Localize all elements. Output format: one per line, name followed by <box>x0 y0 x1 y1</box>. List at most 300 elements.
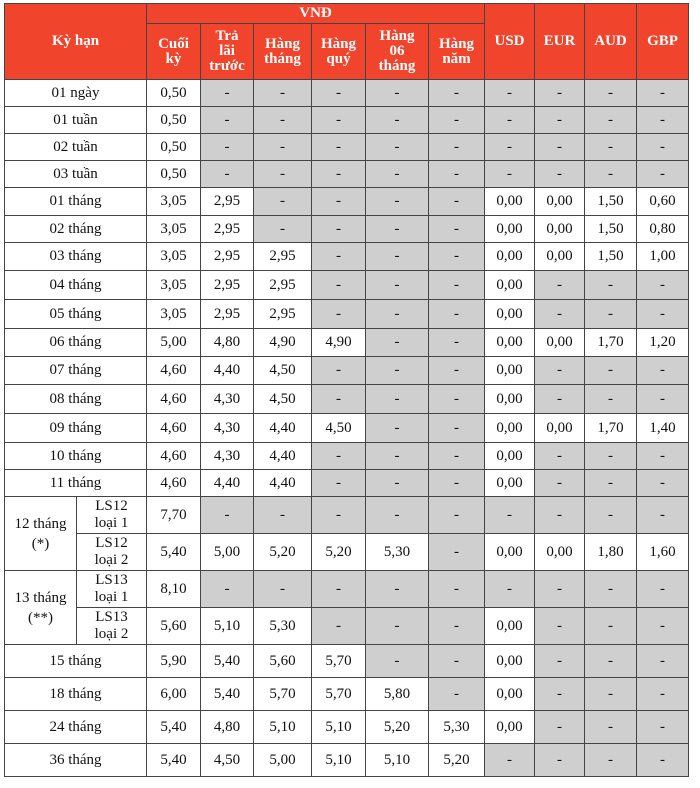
rate-cell: 5,20 <box>254 534 312 571</box>
rate-cell: - <box>535 608 585 645</box>
rate-cell: - <box>585 357 637 385</box>
rate-cell: 4,60 <box>147 357 201 385</box>
rate-cell: 2,95 <box>201 300 254 329</box>
rate-cell: - <box>312 188 366 216</box>
rate-cell: - <box>429 134 485 161</box>
table-header <box>5 4 689 80</box>
rate-cell: - <box>366 470 429 497</box>
rate-cell: 1,80 <box>585 534 637 571</box>
table-row <box>5 188 689 216</box>
rate-cell: 2,95 <box>201 243 254 271</box>
rate-cell: - <box>637 271 689 300</box>
table-row <box>5 357 689 385</box>
rate-cell: - <box>312 216 366 243</box>
rate-cell: 0,00 <box>485 414 535 443</box>
rate-cell: - <box>637 497 689 534</box>
currency-header-eur: EUR <box>535 4 585 80</box>
rate-cell: 4,40 <box>201 470 254 497</box>
table-row <box>5 711 689 744</box>
rate-cell: - <box>429 414 485 443</box>
rate-cell: - <box>254 80 312 107</box>
rate-cell: - <box>366 329 429 357</box>
rate-cell: 2,95 <box>201 271 254 300</box>
rate-cell: 3,05 <box>147 243 201 271</box>
rate-cell: - <box>366 357 429 385</box>
rate-cell: - <box>637 107 689 134</box>
rate-cell: - <box>366 243 429 271</box>
rate-cell: - <box>535 571 585 608</box>
term-label: 05 tháng <box>5 300 147 329</box>
rate-cell: 0,00 <box>535 329 585 357</box>
rate-cell: 4,50 <box>254 385 312 414</box>
rate-cell: - <box>535 443 585 470</box>
rate-cell: 5,70 <box>254 678 312 711</box>
rate-cell: 5,90 <box>147 645 201 678</box>
table-row <box>5 497 689 534</box>
sub-term-type: loại 2 <box>94 552 129 568</box>
rate-cell: - <box>585 443 637 470</box>
table-row <box>5 385 689 414</box>
vnd-col-header: Hàng quý <box>312 24 366 80</box>
rate-cell: 5,10 <box>201 608 254 645</box>
rate-cell: - <box>535 161 585 188</box>
rate-cell: 5,00 <box>201 534 254 571</box>
table-row <box>5 645 689 678</box>
sub-term-label <box>77 497 147 534</box>
table-row <box>5 534 689 571</box>
rate-cell: - <box>585 645 637 678</box>
term-label: 02 tháng <box>5 216 147 243</box>
rate-cell: - <box>366 134 429 161</box>
term-label: 04 tháng <box>5 271 147 300</box>
rate-cell: - <box>312 357 366 385</box>
vnd-col-header: Trả lãi trước <box>201 24 254 80</box>
rate-cell: - <box>585 571 637 608</box>
rate-cell: - <box>312 107 366 134</box>
rate-cell: 3,05 <box>147 300 201 329</box>
rate-cell: - <box>429 534 485 571</box>
rate-cell: - <box>312 608 366 645</box>
rate-cell: 4,40 <box>201 357 254 385</box>
rate-cell: 2,95 <box>254 271 312 300</box>
rate-cell: - <box>585 608 637 645</box>
rate-cell: - <box>585 161 637 188</box>
rate-cell: - <box>429 497 485 534</box>
table-row <box>5 161 689 188</box>
rate-cell: - <box>535 470 585 497</box>
rate-cell: - <box>366 161 429 188</box>
term-label: 01 tháng <box>5 188 147 216</box>
rate-cell: 2,95 <box>254 300 312 329</box>
rate-cell: 5,40 <box>201 678 254 711</box>
rate-cell: 5,30 <box>254 608 312 645</box>
rate-cell: 1,00 <box>637 243 689 271</box>
table-row <box>5 608 689 645</box>
vnd-col-header: Hàng tháng <box>254 24 312 80</box>
rate-cell: - <box>429 161 485 188</box>
vnd-col-header: Hàng năm <box>429 24 485 80</box>
rate-cell: 5,20 <box>429 744 485 777</box>
rate-cell: 0,00 <box>485 645 535 678</box>
table-row <box>5 243 689 271</box>
rate-cell: 0,80 <box>637 216 689 243</box>
term-name: 12 tháng <box>14 515 67 532</box>
vnd-col-header: Cuối kỳ <box>147 24 201 80</box>
rate-cell: - <box>637 711 689 744</box>
rate-cell: 4,50 <box>201 744 254 777</box>
rate-cell: - <box>585 134 637 161</box>
rate-cell: 0,00 <box>485 216 535 243</box>
rate-cell: - <box>535 134 585 161</box>
term-label: 11 tháng <box>5 470 147 497</box>
sub-term-type: loại 1 <box>94 589 129 605</box>
rate-cell: 4,30 <box>201 414 254 443</box>
rate-cell: 3,05 <box>147 271 201 300</box>
rate-cell: - <box>637 470 689 497</box>
rate-cell: - <box>637 134 689 161</box>
sub-term-label <box>77 608 147 645</box>
rate-cell: - <box>637 300 689 329</box>
rate-cell: - <box>254 188 312 216</box>
rate-cell: - <box>366 216 429 243</box>
rate-cell: 4,60 <box>147 443 201 470</box>
rate-cell: 1,60 <box>637 534 689 571</box>
rate-cell: 0,50 <box>147 80 201 107</box>
term-label: 03 tháng <box>5 243 147 271</box>
sub-term-code: LS12 <box>95 535 128 551</box>
rate-cell: - <box>585 80 637 107</box>
rate-cell: - <box>485 497 535 534</box>
rate-cell: 4,80 <box>201 711 254 744</box>
rate-cell: - <box>429 329 485 357</box>
rate-cell: - <box>312 134 366 161</box>
rate-cell: - <box>312 470 366 497</box>
rate-cell: - <box>366 300 429 329</box>
rate-cell: - <box>254 134 312 161</box>
rate-cell: 4,30 <box>201 385 254 414</box>
term-label: 01 tuần <box>5 107 147 134</box>
rate-cell: - <box>201 571 254 608</box>
rate-cell: - <box>254 216 312 243</box>
rate-cell: 0,00 <box>485 243 535 271</box>
table-row <box>5 271 689 300</box>
vnd-group-header: VNĐ <box>147 4 485 24</box>
rate-cell: - <box>585 711 637 744</box>
rate-cell: - <box>585 300 637 329</box>
rate-cell: - <box>637 678 689 711</box>
table-row <box>5 414 689 443</box>
rate-cell: 0,00 <box>485 300 535 329</box>
rate-cell: 3,05 <box>147 188 201 216</box>
rate-cell: - <box>535 300 585 329</box>
term-label: 07 tháng <box>5 357 147 385</box>
rate-cell: - <box>312 80 366 107</box>
rate-cell: - <box>366 271 429 300</box>
rate-cell: 1,50 <box>585 216 637 243</box>
rate-cell: 0,00 <box>535 188 585 216</box>
rate-cell: - <box>429 80 485 107</box>
term-note: (*) <box>31 535 50 552</box>
table-row <box>5 571 689 608</box>
rate-cell: 1,50 <box>585 243 637 271</box>
rate-cell: 5,40 <box>147 534 201 571</box>
rate-cell: 5,10 <box>366 744 429 777</box>
sub-term-code: LS13 <box>95 572 128 588</box>
rate-cell: 5,80 <box>366 678 429 711</box>
rate-cell: - <box>585 678 637 711</box>
rate-cell: - <box>429 188 485 216</box>
rate-cell: 1,70 <box>585 414 637 443</box>
rate-cell: 0,00 <box>485 188 535 216</box>
rate-cell: - <box>312 443 366 470</box>
rate-cell: - <box>366 443 429 470</box>
rate-cell: - <box>485 571 535 608</box>
rate-cell: 4,60 <box>147 385 201 414</box>
rate-cell: - <box>485 107 535 134</box>
rate-cell: 5,10 <box>312 711 366 744</box>
rate-cell: 1,70 <box>585 329 637 357</box>
table-row <box>5 744 689 777</box>
rate-cell: - <box>366 80 429 107</box>
term-note: (**) <box>28 609 53 626</box>
rate-cell: 0,50 <box>147 161 201 188</box>
term-label: 08 tháng <box>5 385 147 414</box>
rate-cell: - <box>637 645 689 678</box>
rate-cell: 5,20 <box>366 711 429 744</box>
rate-cell: - <box>366 385 429 414</box>
rate-cell: 5,20 <box>312 534 366 571</box>
rate-cell: 0,50 <box>147 134 201 161</box>
rate-cell: - <box>312 271 366 300</box>
term-label: 36 tháng <box>5 744 147 777</box>
rate-cell: 5,30 <box>366 534 429 571</box>
rate-cell: - <box>637 80 689 107</box>
table-row <box>5 678 689 711</box>
rate-cell: - <box>201 497 254 534</box>
rate-cell: 4,90 <box>254 329 312 357</box>
rate-cell: 5,00 <box>254 744 312 777</box>
rate-cell: - <box>429 107 485 134</box>
rate-cell: - <box>485 134 535 161</box>
rate-cell: 4,30 <box>201 443 254 470</box>
currency-header-usd: USD <box>485 4 535 80</box>
rate-cell: - <box>637 608 689 645</box>
rate-cell: - <box>485 744 535 777</box>
term-label: 10 tháng <box>5 443 147 470</box>
rate-cell: - <box>201 107 254 134</box>
rate-cell: 4,60 <box>147 470 201 497</box>
rate-cell: 0,00 <box>485 385 535 414</box>
rate-cell: 5,60 <box>254 645 312 678</box>
table-body <box>5 80 689 777</box>
rate-cell: - <box>585 497 637 534</box>
rate-cell: - <box>312 243 366 271</box>
sub-term-code: LS13 <box>95 609 128 625</box>
table-row <box>5 80 689 107</box>
rate-cell: - <box>429 645 485 678</box>
rate-cell: - <box>312 497 366 534</box>
rate-cell: 5,10 <box>312 744 366 777</box>
rate-cell: - <box>637 571 689 608</box>
rate-cell: 4,80 <box>201 329 254 357</box>
rate-cell: - <box>535 357 585 385</box>
rate-cell: - <box>366 414 429 443</box>
rate-cell: - <box>429 470 485 497</box>
rate-cell: 3,05 <box>147 216 201 243</box>
table-row <box>5 470 689 497</box>
currency-header-aud: AUD <box>585 4 637 80</box>
rate-cell: 4,50 <box>254 357 312 385</box>
rate-cell: - <box>637 443 689 470</box>
rate-cell: 2,95 <box>201 188 254 216</box>
table-row <box>5 443 689 470</box>
rate-cell: 0,00 <box>535 534 585 571</box>
rate-cell: 5,00 <box>147 329 201 357</box>
term-label: 09 tháng <box>5 414 147 443</box>
sub-term-type: loại 1 <box>94 515 129 531</box>
rate-cell: - <box>535 497 585 534</box>
rate-cell: - <box>366 188 429 216</box>
rate-cell: - <box>201 161 254 188</box>
rate-cell: - <box>201 134 254 161</box>
rate-cell: - <box>312 385 366 414</box>
rate-cell: - <box>254 107 312 134</box>
rate-cell: - <box>429 571 485 608</box>
rate-cell: 4,60 <box>147 414 201 443</box>
rate-cell: - <box>637 744 689 777</box>
term-label: 06 tháng <box>5 329 147 357</box>
rate-cell: 0,00 <box>535 216 585 243</box>
rate-cell: 8,10 <box>147 571 201 608</box>
rate-cell: - <box>429 271 485 300</box>
rate-cell: - <box>429 357 485 385</box>
rate-cell: - <box>485 80 535 107</box>
rate-cell: 4,90 <box>312 329 366 357</box>
rate-cell: 1,20 <box>637 329 689 357</box>
rate-cell: 4,50 <box>312 414 366 443</box>
rate-cell: - <box>585 271 637 300</box>
rate-cell: 0,00 <box>485 470 535 497</box>
rate-cell: - <box>429 243 485 271</box>
interest-rate-table <box>4 3 689 777</box>
rate-cell: - <box>535 107 585 134</box>
rate-cell: - <box>585 107 637 134</box>
vnd-col-header: Hàng 06 tháng <box>366 24 429 80</box>
table-row <box>5 216 689 243</box>
rate-cell: - <box>485 161 535 188</box>
rate-cell: 5,60 <box>147 608 201 645</box>
rate-cell: - <box>535 80 585 107</box>
currency-header-gbp: GBP <box>637 4 689 80</box>
term-header: Kỳ hạn <box>5 4 147 80</box>
rate-cell: - <box>366 645 429 678</box>
rate-cell: - <box>429 216 485 243</box>
rate-cell: - <box>585 385 637 414</box>
rate-cell: 0,00 <box>485 329 535 357</box>
rate-cell: - <box>312 161 366 188</box>
rate-cell: 0,00 <box>535 414 585 443</box>
rate-cell: - <box>312 300 366 329</box>
rate-cell: - <box>429 678 485 711</box>
rate-cell: 0,60 <box>637 188 689 216</box>
rate-cell: 5,70 <box>312 678 366 711</box>
term-label: 18 tháng <box>5 678 147 711</box>
table-row <box>5 134 689 161</box>
rate-cell: 5,70 <box>312 645 366 678</box>
rate-cell: 0,00 <box>485 534 535 571</box>
term-label <box>5 571 77 645</box>
rate-cell: 5,40 <box>201 645 254 678</box>
term-label: 01 ngày <box>5 80 147 107</box>
rate-cell: 4,40 <box>254 414 312 443</box>
rate-cell: - <box>429 300 485 329</box>
rate-cell: 0,00 <box>485 271 535 300</box>
rate-cell: - <box>637 385 689 414</box>
rate-cell: - <box>429 608 485 645</box>
term-label: 24 tháng <box>5 711 147 744</box>
rate-cell: - <box>312 571 366 608</box>
rate-cell: - <box>254 497 312 534</box>
rate-cell: - <box>366 107 429 134</box>
rate-cell: 0,00 <box>485 711 535 744</box>
rate-cell: - <box>201 80 254 107</box>
rate-cell: 0,00 <box>485 357 535 385</box>
rate-cell: 1,50 <box>585 188 637 216</box>
term-label: 15 tháng <box>5 645 147 678</box>
term-label: 03 tuần <box>5 161 147 188</box>
rate-cell: - <box>366 608 429 645</box>
rate-cell: - <box>535 645 585 678</box>
rate-cell: 0,00 <box>485 443 535 470</box>
rate-cell: - <box>535 711 585 744</box>
rate-cell: 7,70 <box>147 497 201 534</box>
rate-cell: 5,40 <box>147 711 201 744</box>
sub-term-label <box>77 534 147 571</box>
term-label: 02 tuần <box>5 134 147 161</box>
rate-cell: - <box>535 271 585 300</box>
rate-cell: - <box>585 470 637 497</box>
rate-cell: - <box>535 385 585 414</box>
rate-cell: - <box>585 744 637 777</box>
rate-cell: - <box>535 744 585 777</box>
rate-cell: 2,95 <box>201 216 254 243</box>
rate-cell: - <box>637 357 689 385</box>
rate-cell: - <box>637 161 689 188</box>
rate-cell: 0,00 <box>485 678 535 711</box>
sub-term-type: loại 2 <box>94 626 129 642</box>
rate-cell: 0,50 <box>147 107 201 134</box>
rate-cell: - <box>254 161 312 188</box>
rate-cell: 2,95 <box>254 243 312 271</box>
rate-cell: 4,40 <box>254 470 312 497</box>
rate-cell: 4,40 <box>254 443 312 470</box>
rate-cell: - <box>366 571 429 608</box>
rate-cell: - <box>535 678 585 711</box>
rate-cell: - <box>254 571 312 608</box>
rate-cell: - <box>429 385 485 414</box>
rate-cell: 5,30 <box>429 711 485 744</box>
term-name: 13 tháng <box>14 589 67 606</box>
rate-cell: 5,40 <box>147 744 201 777</box>
sub-term-code: LS12 <box>95 498 128 514</box>
rate-cell: 0,00 <box>485 608 535 645</box>
table-row <box>5 300 689 329</box>
table-row <box>5 329 689 357</box>
term-label <box>5 497 77 571</box>
sub-term-label <box>77 571 147 608</box>
rate-cell: 0,00 <box>535 243 585 271</box>
rate-cell: 1,40 <box>637 414 689 443</box>
